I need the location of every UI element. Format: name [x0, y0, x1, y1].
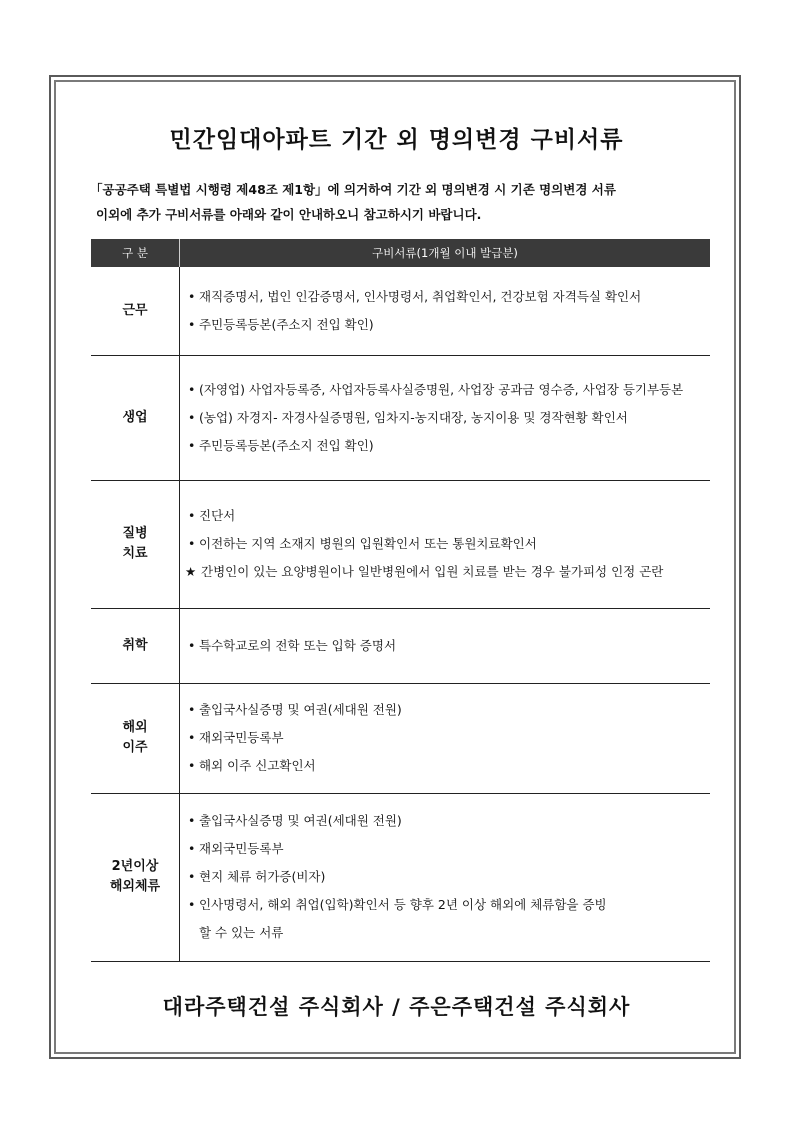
category-label-line-2: 치료: [122, 546, 148, 561]
table-row-school: [91, 608, 710, 683]
note-item: ★ 간병인이 있는 요양병원이나 일반병원에서 입원 치료를 받는 경우 불가피성 인정 곤란: [185, 558, 710, 586]
document-item: • 주민등록등본(주소지 전입 확인): [188, 432, 710, 460]
category-cell: [91, 355, 180, 480]
table-row-illness: [91, 480, 710, 608]
star-icon: ★: [185, 564, 197, 579]
category-label-line-1: 2년이상: [111, 859, 159, 874]
document-item: • 출입국사실증명 및 여권(세대원 전원): [188, 696, 710, 724]
bullet-icon: •: [188, 288, 196, 304]
category-label-line-1: 질병: [122, 526, 148, 541]
category-label: 생업: [122, 409, 148, 425]
category-cell: [91, 793, 180, 961]
table-row-livelihood: [91, 355, 710, 480]
table-header-row: [91, 239, 710, 267]
bullet-icon: •: [188, 730, 196, 745]
documents-cell: [180, 355, 711, 480]
category-cell: [91, 608, 180, 683]
documents-cell: [180, 793, 711, 961]
document-item: • 인사명령서, 해외 취업(입학)확인서 등 향후 2년 이상 해외에 체류함을 증빙: [188, 891, 710, 919]
bullet-icon: •: [188, 897, 196, 912]
bullet-icon: •: [188, 702, 196, 717]
intro-line-2: 이외에 추가 구비서류를 아래와 같이 안내하오니 참고하시기 바랍니다.: [96, 207, 482, 222]
category-label-line-2: 해외체류: [109, 879, 161, 894]
table-row-emigration: [91, 683, 710, 793]
bullet-icon: •: [188, 869, 196, 884]
document-title: 민간임대아파트 기간 외 명의변경 구비서류: [169, 127, 624, 153]
document-item: • 재외국민등록부: [188, 835, 710, 863]
bullet-icon: •: [188, 758, 196, 773]
documents-cell: [180, 480, 711, 608]
bullet-icon: •: [188, 536, 196, 551]
category-label-line-2: 이주: [122, 740, 148, 755]
bullet-icon: •: [188, 637, 196, 653]
bullet-icon: •: [188, 813, 196, 828]
company-names-footer: 대라주택건설 주식회사 / 주은주택건설 주식회사: [162, 995, 631, 1019]
category-cell: [91, 267, 180, 355]
table-row-work: [91, 267, 710, 355]
category-label: 취학: [122, 637, 148, 653]
category-label-line-1: 해외: [122, 720, 148, 735]
intro-line-1: 「공공주택 특별법 시행령 제48조 제1항」에 의거하여 기간 외 명의변경 시 기존 명의변경 서류: [90, 182, 616, 197]
document-item: • 진단서: [188, 502, 710, 530]
bullet-icon: •: [188, 409, 196, 425]
category-cell: [91, 683, 180, 793]
document-item: • 해외 이주 신고확인서: [188, 752, 710, 780]
document-item: • (자영업) 사업자등록증, 사업자등록사실증명원, 사업장 공과금 영수증, 사업장 등기부등본: [188, 376, 710, 404]
bullet-icon: •: [188, 841, 196, 856]
document-item: • 이전하는 지역 소재지 병원의 입원확인서 또는 통원치료확인서: [188, 530, 710, 558]
documents-cell: [180, 608, 711, 683]
category-cell: [91, 480, 180, 608]
documents-cell: [180, 683, 711, 793]
document-item: • 특수학교로의 전학 또는 입학 증명서: [188, 632, 710, 660]
document-item: • 현지 체류 허가증(비자): [188, 863, 710, 891]
intro-paragraph: [90, 177, 710, 227]
bullet-icon: •: [188, 316, 196, 332]
document-item-continuation: 할 수 있는 서류: [199, 925, 284, 940]
documents-cell: [180, 267, 711, 355]
document-item: • 출입국사실증명 및 여권(세대원 전원): [188, 807, 710, 835]
document-item: • 재외국민등록부: [188, 724, 710, 752]
required-documents-table: [91, 239, 710, 962]
bullet-icon: •: [188, 437, 196, 453]
document-item: • 주민등록등본(주소지 전입 확인): [188, 311, 710, 339]
bullet-icon: •: [188, 381, 196, 397]
table-row-overseas-stay: [91, 793, 710, 961]
header-documents: 구비서류(1개월 이내 발급분): [180, 239, 711, 267]
document-item: • (농업) 자경지- 자경사실증명원, 임차지-농지대장, 농지이용 및 경작현황 확인서: [188, 404, 710, 432]
header-category: 구 분: [91, 239, 180, 267]
document-item: • 재직증명서, 법인 인감증명서, 인사명령서, 취업확인서, 건강보험 자격득실 확인서: [188, 283, 710, 311]
category-label: 근무: [122, 302, 148, 318]
bullet-icon: •: [188, 508, 196, 523]
